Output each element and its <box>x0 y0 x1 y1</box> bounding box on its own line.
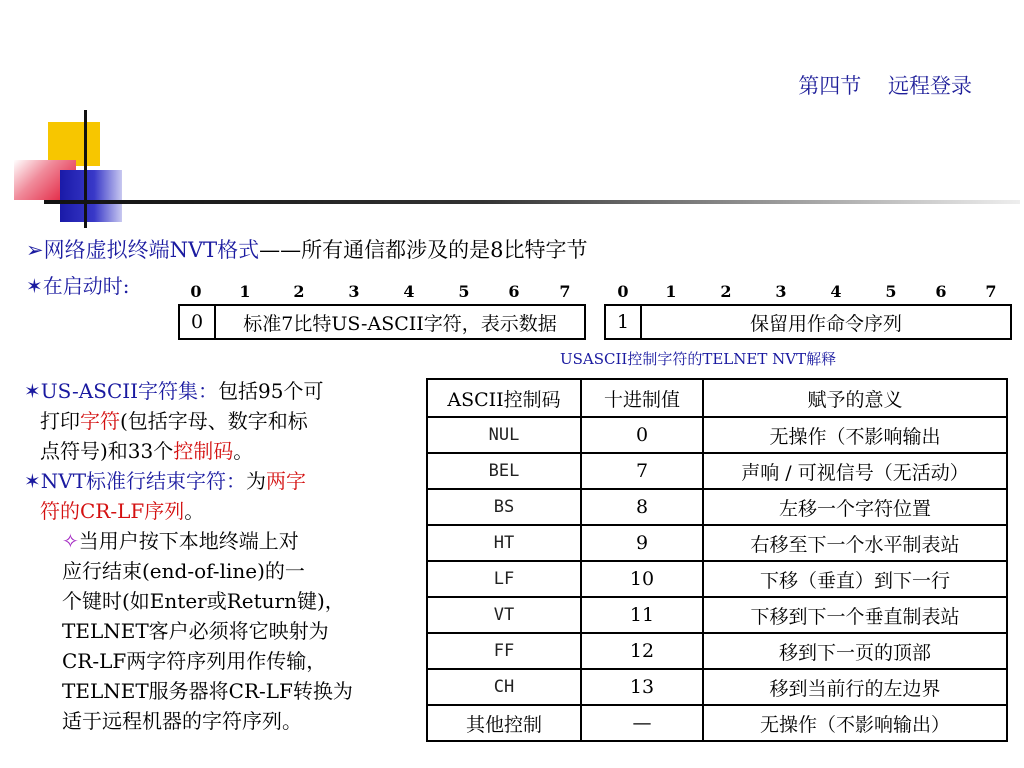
bit-number: 0 <box>190 282 202 301</box>
text-span: 。 <box>184 499 205 523</box>
table-cell: 12 <box>581 633 703 669</box>
table-cell: 0 <box>581 417 703 453</box>
left-text-body <box>24 376 404 736</box>
column-header: 十进制值 <box>581 379 703 417</box>
table-cell: 13 <box>581 669 703 705</box>
table-cell: HT <box>427 525 581 561</box>
table-cell: FF <box>427 633 581 669</box>
nvt-eol-label: ✶NVT标准行结束字符： <box>24 469 247 493</box>
table-row <box>427 525 1007 561</box>
byte-box-desc: 保留用作命令序列 <box>749 312 902 335</box>
table-row <box>427 705 1007 741</box>
table-row <box>427 417 1007 453</box>
text-span: 打印 <box>40 409 80 433</box>
text-span: 。 <box>233 439 254 463</box>
heading-rest: ——所有通信都涉及的是8比特字节 <box>259 238 588 262</box>
column-header: 赋予的意义 <box>703 379 1007 417</box>
text-span: 包括95个可 <box>218 379 324 403</box>
highlight-span: 符的CR-LF序列 <box>40 499 185 523</box>
table-cell: 10 <box>581 561 703 597</box>
table-cell: 9 <box>581 525 703 561</box>
table-cell: 移到下一页的顶部 <box>703 633 1007 669</box>
table-row <box>427 489 1007 525</box>
highlight-span: 两字 <box>266 469 307 493</box>
bit-numbers-left <box>0 282 1024 302</box>
ascii-control-table <box>426 378 1008 742</box>
bit-number: 0 <box>617 282 629 301</box>
bit-number: 1 <box>239 282 251 301</box>
bit-number: 6 <box>935 282 947 301</box>
bit-number: 6 <box>508 282 520 301</box>
text-span: (包括字母、数字和标 <box>120 409 308 433</box>
table-row <box>427 561 1007 597</box>
bit-number: 2 <box>720 282 732 301</box>
bit-number: 1 <box>665 282 677 301</box>
startup-label: ✶在启动时: <box>26 274 130 298</box>
text-line <box>24 526 404 556</box>
logo-blue-square <box>60 170 122 222</box>
bit-number: 5 <box>458 282 470 301</box>
table-cell: 声响 / 可视信号（无活动） <box>703 453 1007 489</box>
table-cell: 7 <box>581 453 703 489</box>
highlight-span: 控制码 <box>173 439 234 463</box>
table-row <box>427 453 1007 489</box>
table-row <box>427 597 1007 633</box>
text-line <box>24 406 404 436</box>
table-caption: USASCII控制字符的TELNET NVT解释 <box>560 350 837 368</box>
byte-box-desc: 标准7比特US-ASCII字符，表示数据 <box>243 312 557 335</box>
bit-number: 4 <box>403 282 415 301</box>
ascii-charset-label: ✶US-ASCII字符集： <box>24 379 219 403</box>
table-cell: 左移一个字符位置 <box>703 489 1007 525</box>
bit-number: 3 <box>348 282 360 301</box>
section-title: 第四节 远程登录 <box>798 74 972 98</box>
table-cell: 无操作（不影响输出） <box>703 705 1007 741</box>
table-cell: 下移（垂直）到下一行 <box>703 561 1007 597</box>
byte-box-bit: 0 <box>180 306 216 338</box>
bit-number: 2 <box>293 282 305 301</box>
bit-number: 7 <box>559 282 571 301</box>
table-cell: 其他控制 <box>427 705 581 741</box>
byte-box-command <box>604 304 1012 340</box>
text-line: 适于远程机器的字符序列。 <box>62 709 302 733</box>
table-cell: VT <box>427 597 581 633</box>
text-line <box>24 436 404 466</box>
table-cell: — <box>581 705 703 741</box>
header-divider <box>44 200 1020 204</box>
table-row <box>427 633 1007 669</box>
byte-box-data <box>178 304 586 340</box>
text-line <box>24 496 404 526</box>
nvt-eol-paragraph <box>24 466 404 496</box>
bit-number: 5 <box>885 282 897 301</box>
table-cell: NUL <box>427 417 581 453</box>
table-cell: 右移至下一个水平制表站 <box>703 525 1007 561</box>
table-row <box>427 669 1007 705</box>
text-span: 当用户按下本地终端上对 <box>78 529 299 553</box>
table-cell: BEL <box>427 453 581 489</box>
bit-number: 3 <box>775 282 787 301</box>
text-line: TELNET客户必须将它映射为 <box>62 619 329 643</box>
heading-main: ➢网络虚拟终端NVT格式 <box>26 238 260 262</box>
bit-number: 7 <box>985 282 997 301</box>
table-cell: 无操作（不影响输出 <box>703 417 1007 453</box>
table-cell: 11 <box>581 597 703 633</box>
text-span: 为 <box>246 469 267 493</box>
text-line: CR-LF两字符序列用作传输， <box>62 649 327 673</box>
ascii-charset-paragraph <box>24 376 404 406</box>
text-line: TELNET服务器将CR-LF转换为 <box>62 679 353 703</box>
table-cell: 移到当前行的左边界 <box>703 669 1007 705</box>
table-header-row <box>427 379 1007 417</box>
text-line: 个键时(如Enter或Return键)， <box>62 589 345 613</box>
bit-number: 4 <box>830 282 842 301</box>
logo-vertical-line <box>84 110 87 228</box>
table-cell: LF <box>427 561 581 597</box>
column-header: ASCII控制码 <box>427 379 581 417</box>
table-cell: CH <box>427 669 581 705</box>
table-cell: 下移到下一个垂直制表站 <box>703 597 1007 633</box>
text-line: 应行结束(end-of-line)的一 <box>62 559 305 583</box>
text-span: 点符号)和33个 <box>40 439 174 463</box>
star-bullet-icon: ✧ <box>62 529 79 553</box>
slide-heading <box>26 234 588 264</box>
table-cell: 8 <box>581 489 703 525</box>
byte-box-bit: 1 <box>606 306 642 338</box>
table-cell: BS <box>427 489 581 525</box>
highlight-span: 字符 <box>80 409 120 433</box>
